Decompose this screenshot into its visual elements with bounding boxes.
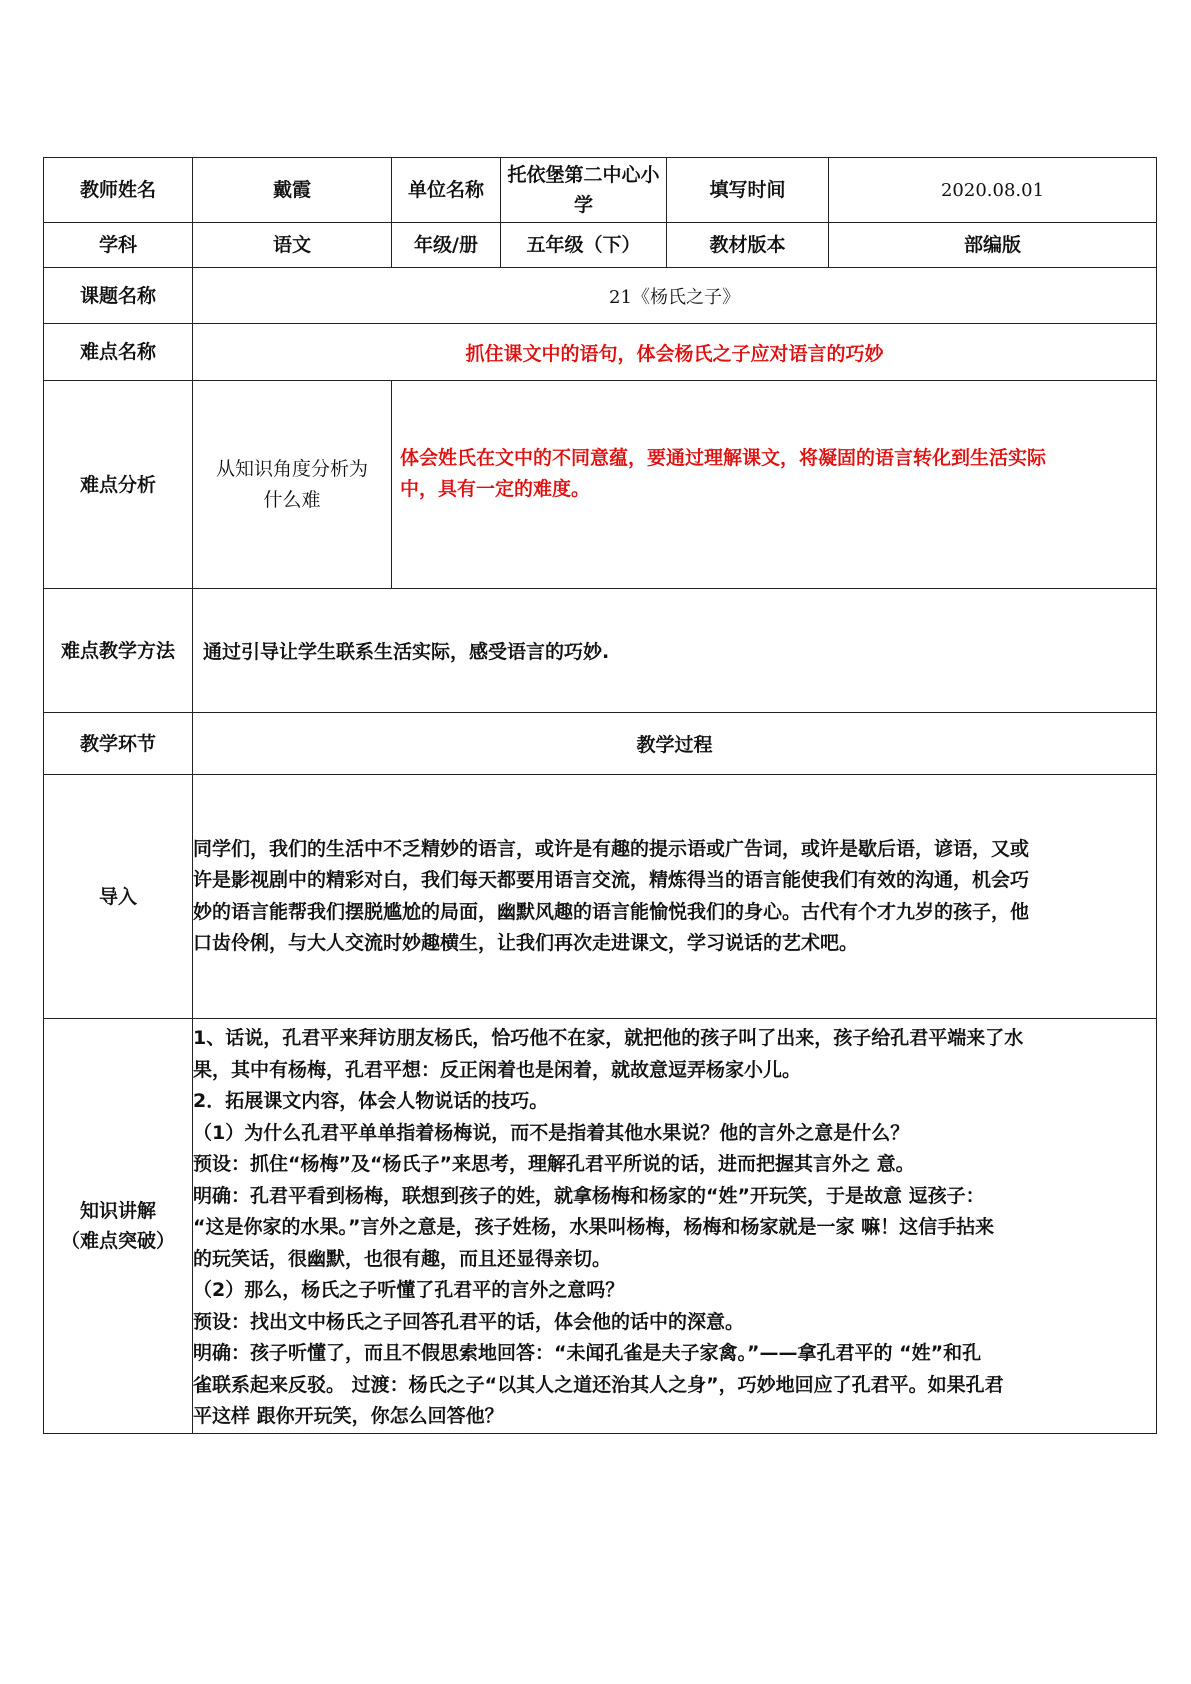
- intro-line: 许是影视剧中的精彩对白，我们每天都要用语言交流，精炼得当的语言能使我们有效的沟通，机会巧: [193, 869, 1030, 891]
- knowledge-line: “这是你家的水果。”言外之意是，孩子姓杨，水果叫杨梅，杨梅和杨家就是一家 嘛！这信手拈来: [193, 1216, 995, 1238]
- teacher-name-label: 教师姓名: [44, 158, 193, 223]
- fill-date-label: 填写时间: [667, 158, 829, 223]
- knowledge-label: [44, 1019, 193, 1434]
- edition-value: 部编版: [829, 223, 1157, 268]
- subject-value: 语文: [193, 223, 392, 268]
- knowledge-label-line-2: （难点突破）: [60, 1229, 175, 1252]
- lesson-plan-table: [43, 157, 1157, 1434]
- intro-label: 导入: [44, 775, 193, 1019]
- knowledge-line: 明确：孔君平看到杨梅，联想到孩子的姓，就拿杨梅和杨家的“姓”开玩笑，于是故意 逗孩子：: [193, 1184, 985, 1207]
- header-row-2: [44, 223, 1157, 268]
- fill-date-value: 2020.08.01: [829, 158, 1157, 223]
- unit-name-line-2: 学: [574, 194, 594, 216]
- knowledge-line: 2．拓展课文内容，体会人物说话的技巧。: [193, 1090, 549, 1112]
- intro-row: [44, 775, 1157, 1019]
- difficulty-row: [44, 324, 1157, 381]
- intro-line: 同学们，我们的生活中不乏精妙的语言，或许是有趣的提示语或广告词，或许是歇后语，谚语，又或: [193, 837, 1030, 860]
- grade-label: 年级/册: [392, 223, 501, 268]
- analysis-content: [392, 381, 1157, 589]
- knowledge-line: 1、话说，孔君平来拜访朋友杨氏，恰巧他不在家，就把他的孩子叫了出来，孩子给孔君平端来了水: [193, 1027, 1024, 1049]
- method-value: 通过引导让学生联系生活实际，感受语言的巧妙.: [193, 589, 1157, 713]
- method-row: [44, 589, 1157, 713]
- lesson-plan-form: [43, 157, 1156, 1434]
- knowledge-line: 预设：找出文中杨氏之子回答孔君平的话，体会他的话中的深意。: [193, 1310, 745, 1333]
- process-label: 教学环节: [44, 713, 193, 775]
- knowledge-line: 明确：孩子听懂了，而且不假思索地回答：“未闻孔雀是夫子家禽。”——拿孔君平的 “姓”和孔: [193, 1342, 982, 1364]
- process-value: 教学过程: [193, 713, 1157, 775]
- header-row-1: [44, 158, 1157, 223]
- knowledge-line: （2）那么，杨氏之子听懂了孔君平的言外之意吗？: [193, 1279, 625, 1301]
- knowledge-line: 的玩笑话，很幽默，也很有趣，而且还显得亲切。: [193, 1247, 612, 1270]
- knowledge-line: 平这样 跟你开玩笑，你怎么回答他？: [193, 1405, 504, 1427]
- unit-name-value: [501, 158, 667, 223]
- unit-name-line-1: 托依堡第二中心小: [507, 164, 660, 186]
- intro-line: 口齿伶俐，与大人交流时妙趣横生，让我们再次走进课文，学习说话的艺术吧。: [193, 932, 859, 954]
- topic-value: 21《杨氏之子》: [193, 268, 1157, 324]
- analysis-row: [44, 381, 1157, 589]
- knowledge-content: [193, 1019, 1157, 1434]
- knowledge-row: [44, 1019, 1157, 1434]
- analysis-sub-label: [193, 381, 392, 589]
- knowledge-line: （1）为什么孔君平单单指着杨梅说，而不是指着其他水果说？他的言外之意是什么？: [193, 1121, 910, 1144]
- topic-label: 课题名称: [44, 268, 193, 324]
- unit-name-label: 单位名称: [392, 158, 501, 223]
- knowledge-label-line-1: 知识讲解: [79, 1199, 156, 1222]
- difficulty-value: 抓住课文中的语句，体会杨氏之子应对语言的巧妙: [193, 324, 1157, 381]
- analysis-line-2: 中，具有一定的难度。: [400, 477, 591, 500]
- analysis-sub-label-line-1: 从知识角度分析为: [215, 457, 368, 480]
- knowledge-line: 果，其中有杨梅，孔君平想：反正闲着也是闲着，就故意逗弄杨家小儿。: [193, 1058, 802, 1081]
- subject-label: 学科: [44, 223, 193, 268]
- intro-line: 妙的语言能帮我们摆脱尴尬的局面，幽默风趣的语言能愉悦我们的身心。古代有个才九岁的孩子，他: [193, 900, 1030, 923]
- teacher-name-value: 戴霞: [193, 158, 392, 223]
- analysis-sub-label-line-2: 什么难: [263, 488, 321, 511]
- knowledge-line: 预设：抓住“杨梅”及“杨氏子”来思考，理解孔君平所说的话，进而把握其言外之 意。: [193, 1153, 915, 1175]
- grade-value: 五年级（下）: [501, 223, 667, 268]
- method-label: 难点教学方法: [44, 589, 193, 713]
- difficulty-label: 难点名称: [44, 324, 193, 381]
- analysis-label: 难点分析: [44, 381, 193, 589]
- analysis-line-1: 体会姓氏在文中的不同意蕴，要通过理解课文，将凝固的语言转化到生活实际: [400, 446, 1047, 469]
- knowledge-line: 雀联系起来反驳。 过渡：杨氏之子“以其人之道还治其人之身”，巧妙地回应了孔君平。如果孔君: [193, 1373, 1004, 1396]
- topic-row: [44, 268, 1157, 324]
- edition-label: 教材版本: [667, 223, 829, 268]
- process-row: [44, 713, 1157, 775]
- intro-content: [193, 775, 1157, 1019]
